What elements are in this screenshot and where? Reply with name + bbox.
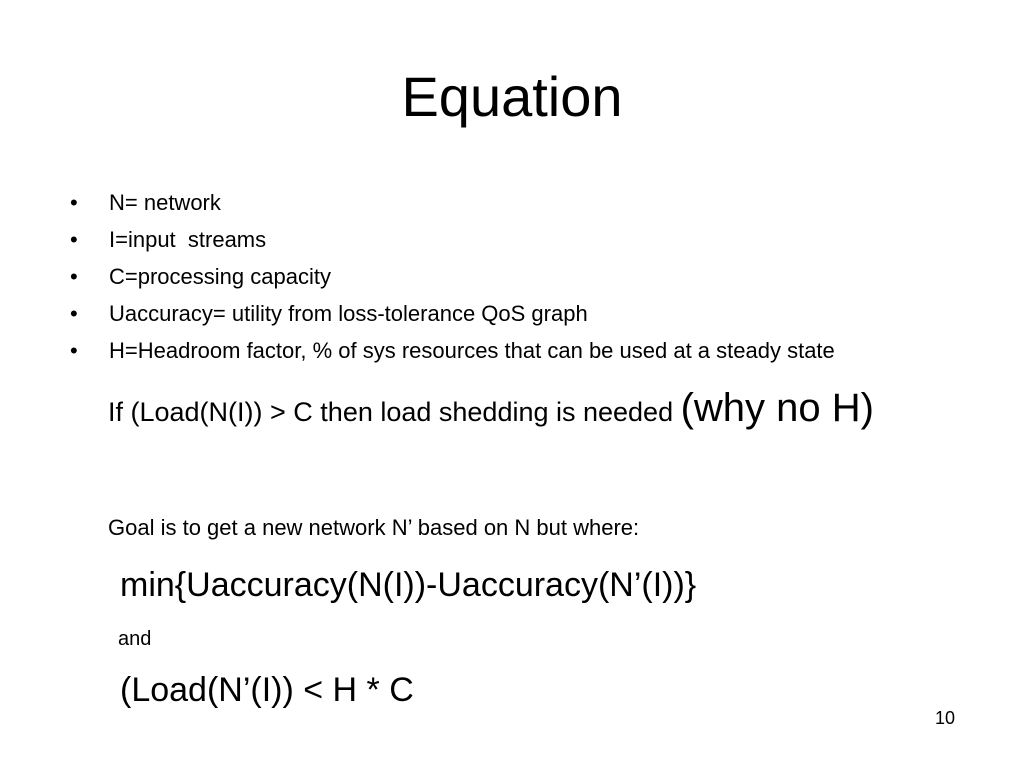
and-text: and [118,628,152,650]
bullet-marker: • [70,264,78,289]
bullet-marker: • [70,190,78,215]
load-condition-paragraph [108,380,948,440]
list-item [70,332,835,369]
load-condition-text: If (Load(N(I)) > C then load shedding is needed [108,397,681,427]
bullet-list [70,184,835,369]
bullet-text: I=input streams [109,227,267,252]
list-item [70,295,835,332]
why-no-h-note: (why no H) [680,386,874,430]
page-number: 10 [935,708,956,728]
bullet-text: H=Headroom factor, % of sys resources that can be used at a steady state [109,338,835,363]
bullet-text: Uaccuracy= utility from loss-tolerance QoS graph [109,301,588,326]
min-expression: min{Uaccuracy(N(I))-Uaccuracy(N’(I))} [120,566,697,604]
bullet-marker: • [70,227,78,252]
bullet-marker: • [70,338,78,363]
list-item [70,184,835,221]
list-item [70,258,835,295]
bullet-marker: • [70,301,78,326]
goal-text: Goal is to get a new network N’ based on N but where: [108,515,640,540]
load-constraint-expression: (Load(N’(I)) < H * C [120,671,414,709]
slide-title: Equation [401,65,623,128]
bullet-text: C=processing capacity [109,264,331,289]
list-item [70,221,835,258]
bullet-text: N= network [109,190,221,215]
